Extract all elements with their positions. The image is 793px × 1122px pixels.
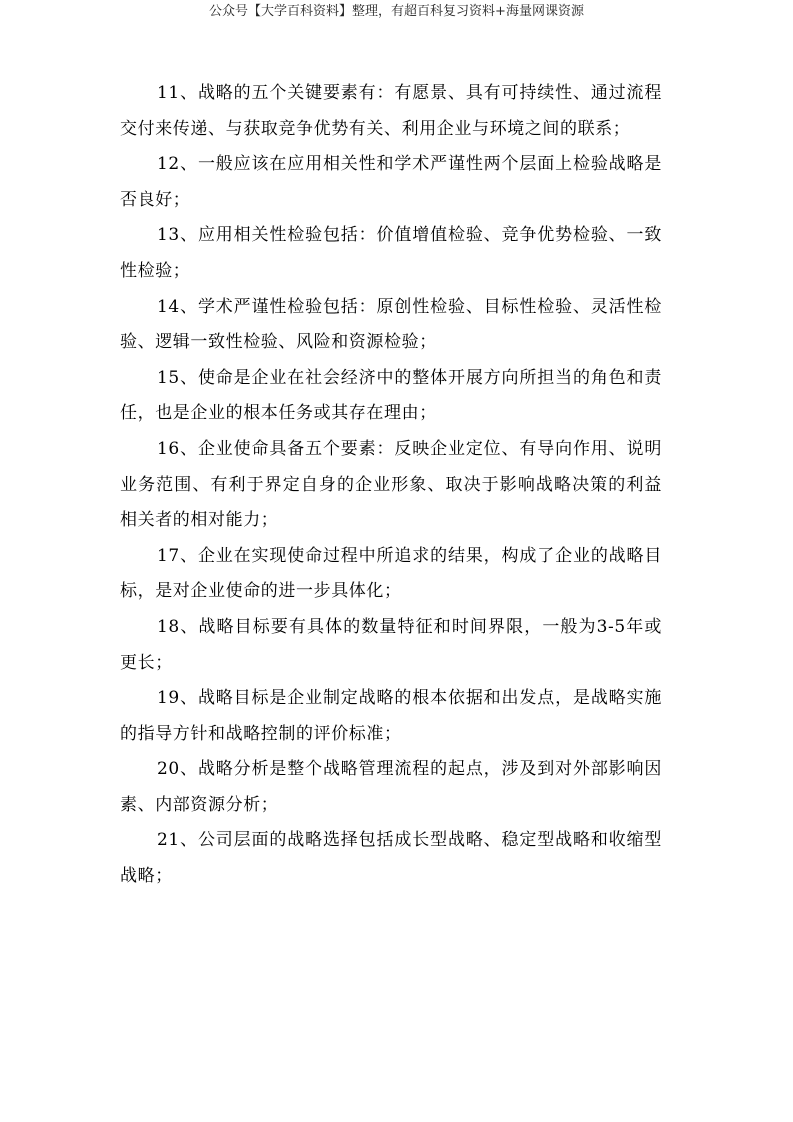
- page-header: 公众号【大学百科资料】整理，有超百科复习资料+海量网课资源: [209, 4, 584, 19]
- paragraph-20: 20、战略分析是整个战略管理流程的起点，涉及到对外部影响因素、内部资源分析；: [120, 759, 662, 815]
- paragraph-16: 16、企业使命具备五个要素：反映企业定位、有导向作用、说明业务范围、有利于界定自身的企业形象、取决于影响战略决策的利益相关者的相对能力；: [120, 438, 662, 531]
- paragraph-14: 14、学术严谨性检验包括：原创性检验、目标性检验、灵活性检验、逻辑一致性检验、风险和资源检验；: [120, 296, 662, 353]
- paragraph-11: 11、战略的五个关键要素有：有愿景、具有可持续性、通过流程交付来传递、与获取竞争优势有关、利用企业与环境之间的联系；: [120, 83, 662, 139]
- paragraph-12: 12、一般应该在应用相关性和学术严谨性两个层面上检验战略是否良好；: [120, 154, 662, 210]
- paragraph-18: 18、战略目标要有具体的数量特征和时间界限，一般为3-5年或更长；: [120, 616, 662, 673]
- document-body: [120, 76, 662, 895]
- paragraph-19: 19、战略目标是企业制定战略的根本依据和出发点，是战略实施的指导方针和战略控制的评价标准；: [120, 688, 662, 744]
- paragraph-17: 17、企业在实现使命过程中所追求的结果，构成了企业的战略目标，是对企业使命的进一步具体化；: [120, 545, 662, 602]
- paragraph-21: 21、公司层面的战略选择包括成长型战略、稳定型战略和收缩型战略；: [120, 830, 662, 887]
- paragraph-15: 15、使命是企业在社会经济中的整体开展方向所担当的角色和责任，也是企业的根本任务或其存在理由；: [120, 367, 662, 424]
- paragraph-13: 13、应用相关性检验包括：价值增值检验、竞争优势检验、一致性检验；: [120, 225, 662, 281]
